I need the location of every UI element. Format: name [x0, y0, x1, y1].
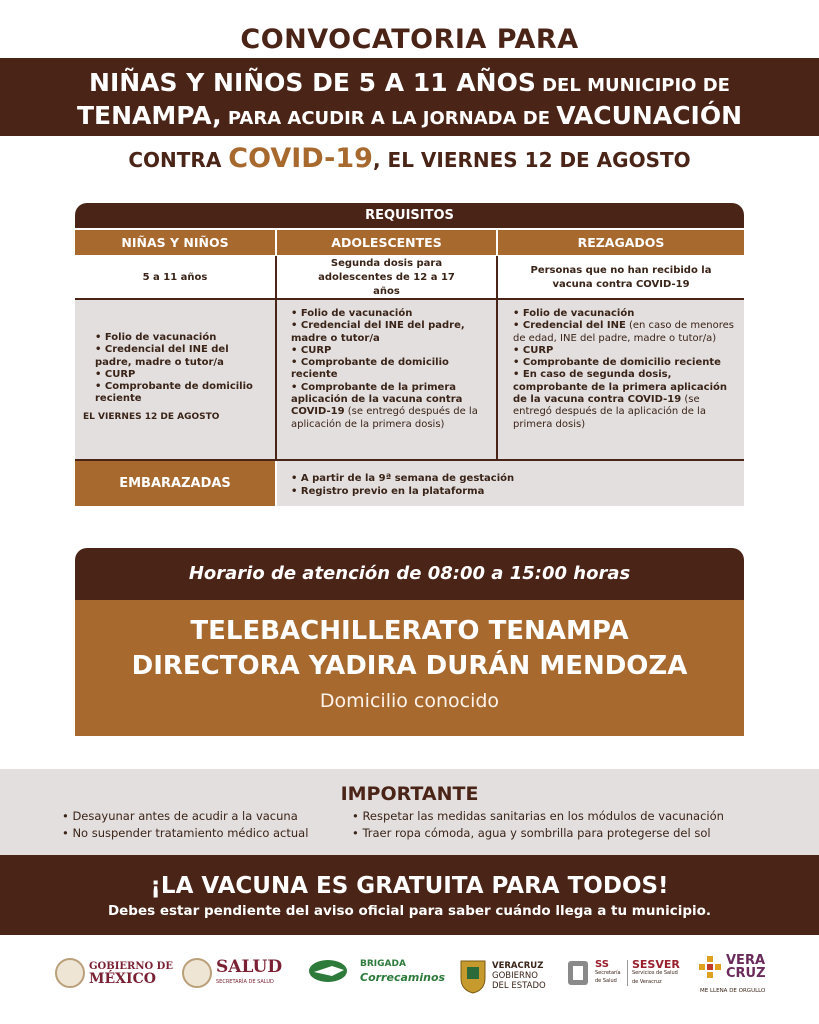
logo-veracruz-gobierno [458, 958, 546, 994]
schedule-location [75, 600, 744, 736]
list-item: • Credencial del INE del padre, madre o tutor/a [291, 320, 465, 344]
list-item: • CURP [513, 344, 554, 356]
col-adolescentes-body [277, 300, 496, 460]
age-ninos: 5 a 11 años [75, 256, 275, 300]
list-item [513, 369, 734, 430]
logo-brigada [308, 958, 445, 984]
seal-icon [55, 958, 85, 988]
ss-emblem-icon [565, 958, 591, 988]
list-item: • Traer ropa cómoda, agua y sombrilla para protegerse del sol [352, 826, 711, 840]
logo-text: Secretaría de Salud [595, 970, 621, 984]
veracruz-shield-icon [458, 958, 488, 994]
title-target: NIÑAS Y NIÑOS DE 5 A 11 AÑOS [89, 68, 536, 97]
table-divider [496, 256, 498, 460]
list-item: • Folio de vacunación [513, 308, 635, 319]
list-item: • Folio de vacunación [95, 332, 217, 343]
list-item-tail: (se entregó después de la aplicación de la primera dosis) [291, 406, 478, 430]
col-header-ninos: NIÑAS Y NIÑOS [75, 230, 275, 255]
logo-text: GOBIERNO [492, 971, 538, 981]
brigada-bird-icon [308, 958, 354, 984]
logo-bar [0, 950, 819, 1010]
schedule-box [75, 548, 744, 736]
embarazadas-body [277, 461, 744, 506]
title-municipio: DEL MUNICIPIO DE [535, 75, 730, 96]
important-title: IMPORTANTE [340, 783, 479, 805]
logo-text: Correcaminos [360, 971, 446, 984]
age-rezagados: Personas que no han recibido la vacuna contra COVID-19 [498, 256, 744, 300]
list-item: • Comprobante de domicilio reciente [513, 357, 721, 369]
title-jornada: PARA ACUDIR A LA JORNADA DE [221, 108, 557, 129]
logo-text: VERA [726, 953, 766, 968]
title-covid: COVID-19 [228, 143, 373, 174]
logo-gobierno-mexico [55, 958, 173, 988]
list-item-bold: • Comprobante de la primera aplicación de la vacuna contra COVID-19 [291, 381, 463, 418]
list-item-bold: • En caso de segunda dosis, comprobante de la primera aplicación de la vacuna contra COVID-19 [513, 369, 727, 406]
table-divider [275, 256, 277, 460]
logo-text: DEL ESTADO [492, 981, 546, 991]
col-header-adolescentes: ADOLESCENTES [277, 230, 496, 255]
list-item: • CURP [291, 344, 332, 356]
title-vacunacion: VACUNACIÓN [556, 101, 743, 130]
col-ninos-date: EL VIERNES 12 DE AGOSTO [83, 411, 220, 422]
list-item: • No suspender tratamiento médico actual [62, 826, 309, 840]
list-item [291, 382, 488, 431]
schedule-hours: Horario de atención de 08:00 a 15:00 horas [75, 548, 744, 600]
requirements-title: REQUISITOS [75, 203, 744, 228]
list-item: • Comprobante de domicilio reciente [95, 381, 253, 405]
logo-veracruz-tagline: ME LLENA DE ORGULLO [700, 988, 766, 994]
title-date: , EL VIERNES 12 DE AGOSTO [372, 148, 691, 172]
director-name: DIRECTORA YADIRA DURÁN MENDOZA [131, 651, 688, 681]
list-item: • CURP [95, 368, 136, 380]
address: Domicilio conocido [319, 690, 500, 712]
age-adolescentes: Segunda dosis para adolescentes de 12 a 17 años [277, 256, 496, 300]
logo-text: Servicios de Salud de Veracruz [632, 969, 678, 985]
list-item: • Credencial del INE del padre, madre o tutor/a [95, 344, 229, 368]
free-vaccine-notice: Debes estar pendiente del aviso oficial para saber cuándo llega a tu municipio. [107, 903, 712, 919]
list-item: • Folio de vacunación [291, 308, 413, 319]
logo-veracruz-orgullo [698, 954, 766, 980]
free-vaccine-title: ¡LA VACUNA ES GRATUITA PARA TODOS! [150, 873, 669, 899]
col-ninos-body [75, 300, 275, 460]
logo-divider [627, 960, 628, 986]
logo-text: SESVER [632, 957, 680, 971]
col-header-rezagados: REZAGADOS [498, 230, 744, 255]
list-item [513, 320, 734, 345]
logo-ss-sesver [565, 958, 682, 988]
list-item: • A partir de la 9ª semana de gestación [291, 473, 515, 484]
logo-text: GOBIERNO DE [89, 961, 173, 972]
free-vaccine-banner [0, 855, 819, 935]
list-item-tail: (en caso de menores de edad, INE del padre, madre o tutor/a) [513, 320, 734, 344]
title-covid-date [0, 143, 819, 174]
list-item: • Desayunar antes de acudir a la vacuna [62, 809, 298, 823]
list-item: • Respetar las medidas sanitarias en los módulos de vacunación [352, 809, 724, 823]
logo-text: CRUZ [726, 966, 766, 981]
logo-text: SECRETARÍA DE SALUD [216, 979, 274, 985]
veracruz-flower-icon [698, 955, 722, 979]
title-tenampa: TENAMPA, [76, 101, 222, 130]
logo-text: BRIGADA [360, 959, 406, 969]
logo-text: SS [595, 959, 609, 970]
list-item: • Comprobante de domicilio reciente [291, 357, 449, 381]
logo-text: MÉXICO [89, 971, 156, 987]
list-item-tail: (se entregó después de la aplicación de la primera dosis) [513, 394, 706, 430]
requirements-table [75, 203, 744, 506]
logo-salud [182, 958, 282, 988]
title-convocatoria: CONVOCATORIA PARA [240, 24, 579, 55]
seal-icon [182, 958, 212, 988]
logo-text: VERACRUZ [492, 961, 544, 971]
col-rezagados-body [498, 300, 744, 460]
list-item: • Registro previo en la plataforma [291, 486, 485, 497]
embarazadas-label: EMBARAZADAS [75, 461, 275, 506]
title-contra: CONTRA [128, 148, 229, 172]
list-item-bold: • Credencial del INE [513, 320, 626, 332]
location-name: TELEBACHILLERATO TENAMPA [190, 616, 629, 646]
important-box [0, 769, 819, 855]
title-band [0, 58, 819, 136]
logo-text: SALUD [216, 957, 283, 977]
